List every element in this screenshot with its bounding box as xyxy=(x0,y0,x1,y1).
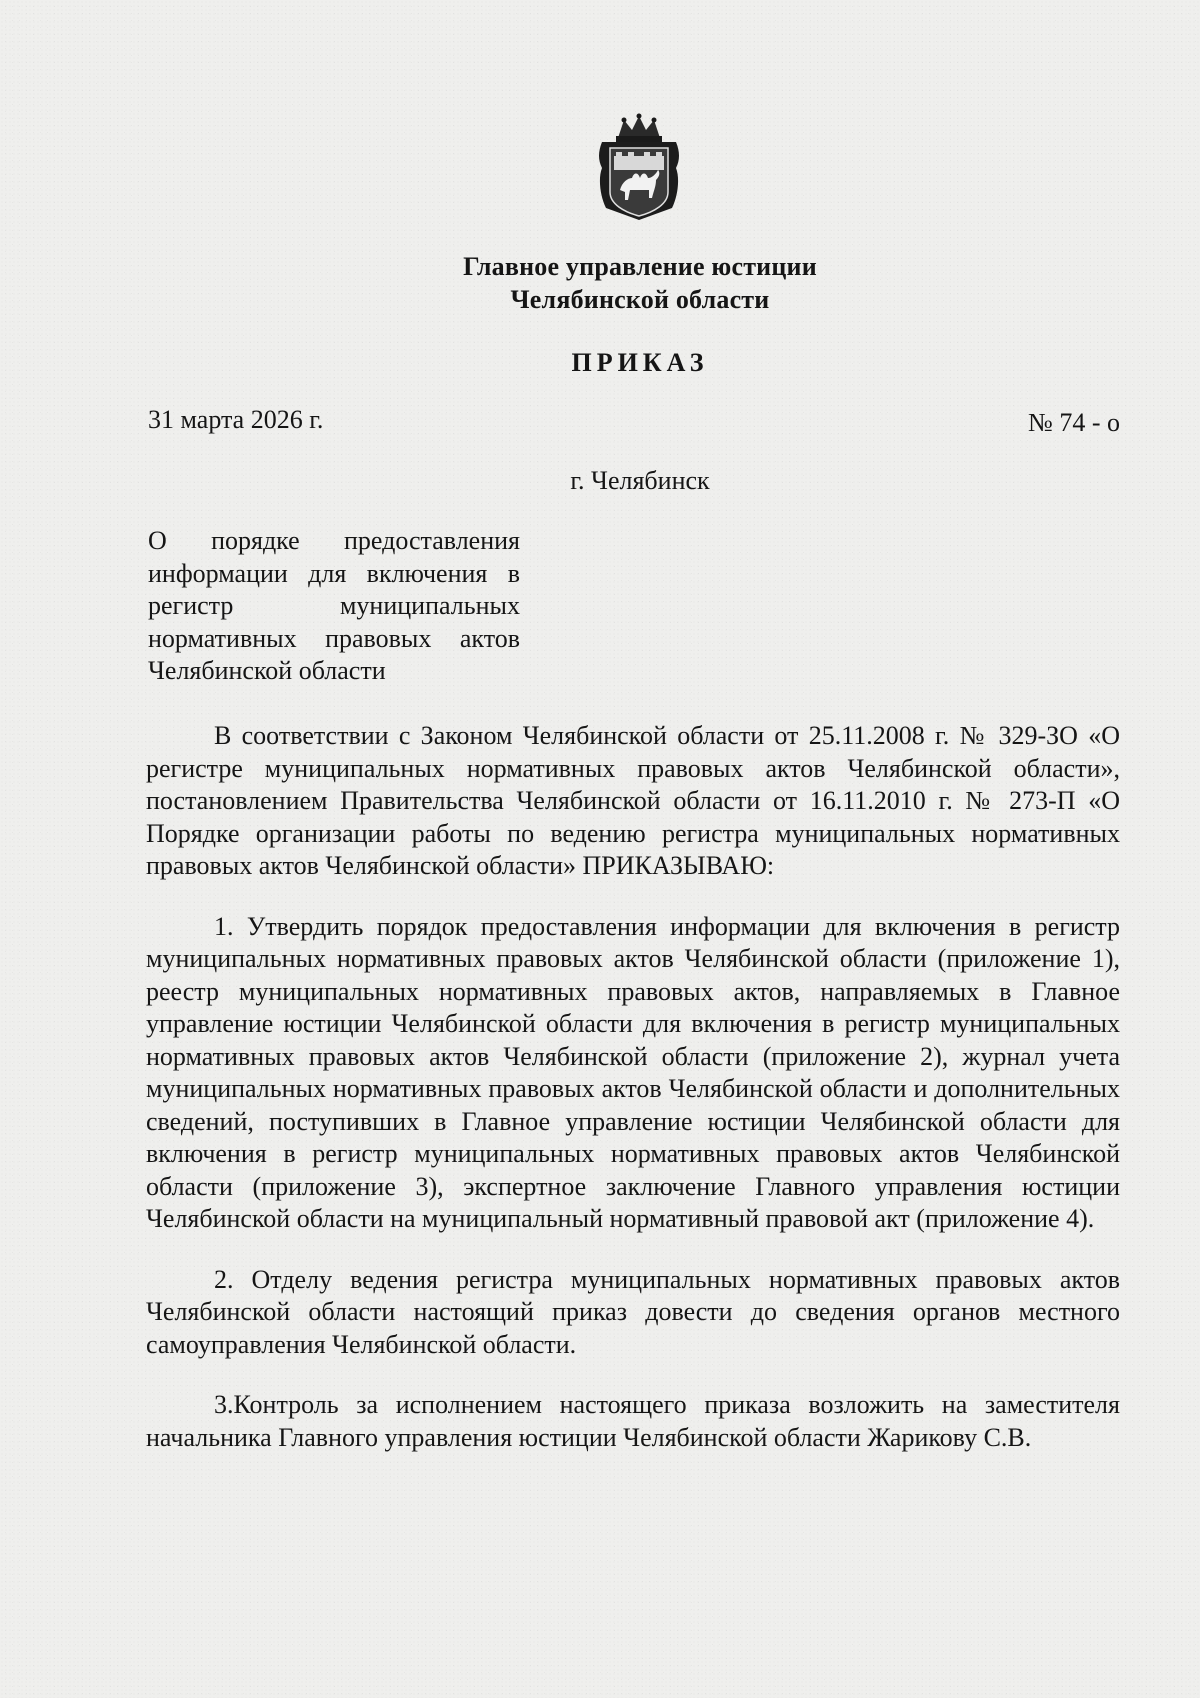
coat-of-arms-icon xyxy=(594,112,684,222)
organization-name xyxy=(300,250,980,316)
organization-line-2: Челябинской области xyxy=(510,285,770,314)
document-type: ПРИКАЗ xyxy=(571,348,709,377)
document-subject: О порядке предоставления информации для включения в регистр муниципальных нормативных правовых актов Челябинской области xyxy=(148,526,520,685)
document-body xyxy=(146,720,1120,1454)
preamble-paragraph: В соответствии с Законом Челябинской области от 25.11.2008 г. № 329-ЗО «О регистре муниципальных нормативных правовых актов Челябинской области», постановлением Правительства Челябинской области от 16.11.2010 г. № 273-П «О Порядке организации работы по ведению регистра муниципальных нормативных правовых актов Челябинской области» ПРИКАЗЫВАЮ: xyxy=(146,721,1120,880)
document-number: № 74 - о xyxy=(1028,408,1120,437)
order-item-3: 3.Контроль за исполнением настоящего приказа возложить на заместителя начальника Главного управления юстиции Челябинской области Жарикову С.В. xyxy=(146,1390,1120,1452)
document-city: г. Челябинск xyxy=(570,466,710,495)
organization-line-1: Главное управление юстиции xyxy=(463,252,817,281)
order-item-1: 1. Утвердить порядок предоставления информации для включения в регистр муниципальных нормативных правовых актов Челябинской области (приложение 1), реестр муниципальных нормативных правовых актов, направляемых в Главное управление юстиции Челябинской области для включения в регистр муниципальных нормативных правовых актов Челябинской области (приложение 2), журнал учета муниципальных нормативных правовых актов Челябинской области и дополнительных сведений, поступивших в Главное управление юстиции Челябинской области для включения в регистр муниципальных нормативных правовых актов Челябинской области (приложение 3), экспертное заключение Главного управления юстиции Челябинской области на муниципальный нормативный правовой акт (приложение 4). xyxy=(146,911,1120,1233)
document-date: 31 марта 2026 г. xyxy=(148,405,324,434)
order-item-2: 2. Отделу ведения регистра муниципальных нормативных правовых актов Челябинской области настоящий приказ довести до сведения органов местного самоуправления Челябинской области. xyxy=(146,1264,1120,1359)
